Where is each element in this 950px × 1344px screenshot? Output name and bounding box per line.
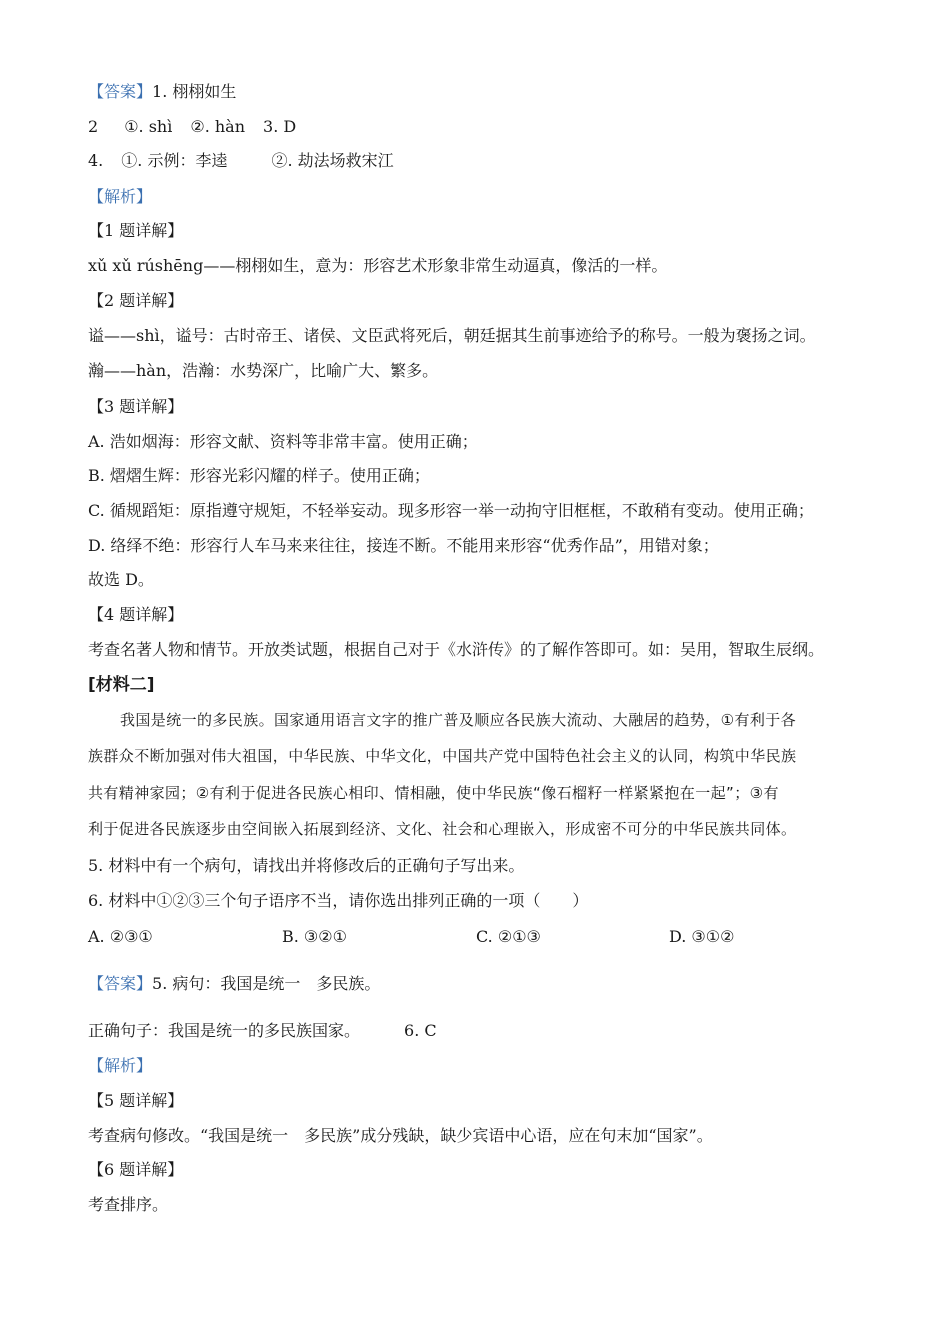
q4-body: 考查名著人物和情节。开放类试题，根据自己对于《水浒传》的了解作答即可。如：吴用，智取生辰纲。: [88, 640, 825, 659]
analysis-heading-2: 【解析】: [88, 1056, 153, 1075]
q3-option-a: A. 浩如烟海：形容文献、资料等非常丰富。使用正确；: [88, 432, 478, 451]
q6-option-c: C. ②①③: [476, 927, 541, 946]
q5-heading: 【5 题详解】: [88, 1091, 184, 1110]
answer-line-1: [88, 81, 890, 103]
material-2-line-2: 族群众不断加强对伟大祖国，中华民族、中华文化，中国共产党中国特色社会主义的认同，构筑中华民族: [88, 747, 797, 765]
q2-line-1: 谥——shì，谥号：古时帝王、诸侯、文臣武将死后，朝廷据其生前事迹给予的称号。一般为褒扬之词。: [88, 326, 816, 345]
q3-option-b: B. 熠熠生辉：形容光彩闪耀的样子。使用正确；: [88, 466, 430, 485]
q1-body: xǔ xǔ rúshēng——栩栩如生，意为：形容艺术形象非常生动逼真，像活的一样。: [88, 256, 668, 275]
answer-tag: 【答案】: [88, 82, 153, 101]
q3-heading: 【3 题详解】: [88, 397, 184, 416]
q5-body: 考查病句修改。“我国是统一 多民族”成分残缺，缺少宾语中心语，应在句末加“国家”。: [88, 1126, 713, 1145]
answer-tag-2: 【答案】: [88, 974, 153, 993]
q5-question: 5. 材料中有一个病句，请找出并将修改后的正确句子写出来。: [88, 856, 525, 875]
q2-line-2: 瀚——hàn，浩瀚：水势深广，比喻广大、繁多。: [88, 361, 439, 380]
answer-text: 1. 栩栩如生: [152, 82, 237, 101]
answer-line-5: 【答案】5. 病句：我国是统一 多民族。: [88, 974, 381, 993]
q6-body: 考查排序。: [88, 1195, 169, 1214]
material-2-line-4: 利于促进各民族逐步由空间嵌入拓展到经济、文化、社会和心理嵌入，形成密不可分的中华民族共同体。: [88, 820, 797, 838]
q6-heading: 【6 题详解】: [88, 1160, 184, 1179]
answer-line-2: 2 ①. shì ②. hàn 3. D: [88, 117, 297, 136]
material-2-line-1: 我国是统一的多民族。国家通用语言文字的推广普及顺应各民族大流动、大融居的趋势，①有利于各: [120, 711, 797, 729]
answer-line-4: 4. ①. 示例：李逵 ②. 劫法场救宋江: [88, 151, 394, 170]
q1-heading: 【1 题详解】: [88, 221, 184, 240]
analysis-heading: 【解析】: [88, 187, 153, 206]
q6-option-d: D. ③①②: [669, 927, 735, 946]
q6-option-a: A. ②③①: [88, 927, 153, 946]
material-2-title: [材料二]: [88, 675, 155, 695]
q6-option-b: B. ③②①: [282, 927, 347, 946]
q4-heading: 【4 题详解】: [88, 605, 184, 624]
q6-options: [88, 926, 890, 948]
q6-question: 6. 材料中①②③三个句子语序不当，请你选出排列正确的一项（ ）: [88, 891, 589, 910]
material-2-line-3: 共有精神家园；②有利于促进各民族心相印、情相融，使中华民族“像石榴籽一样紧紧抱在一起”；③有: [88, 784, 779, 802]
q3-conclusion: 故选 D。: [88, 570, 154, 589]
q3-option-c: C. 循规蹈矩：原指遵守规矩，不轻举妄动。现多形容一举一动拘守旧框框，不敢稍有变动。使用正确；: [88, 501, 814, 520]
q2-heading: 【2 题详解】: [88, 291, 184, 310]
q3-option-d: D. 络绎不绝：形容行人车马来来往往，接连不断。不能用来形容“优秀作品”，用错对象；: [88, 536, 719, 555]
answer-line-5-correct: 正确句子：我国是统一的多民族国家。 6. C: [88, 1021, 437, 1040]
